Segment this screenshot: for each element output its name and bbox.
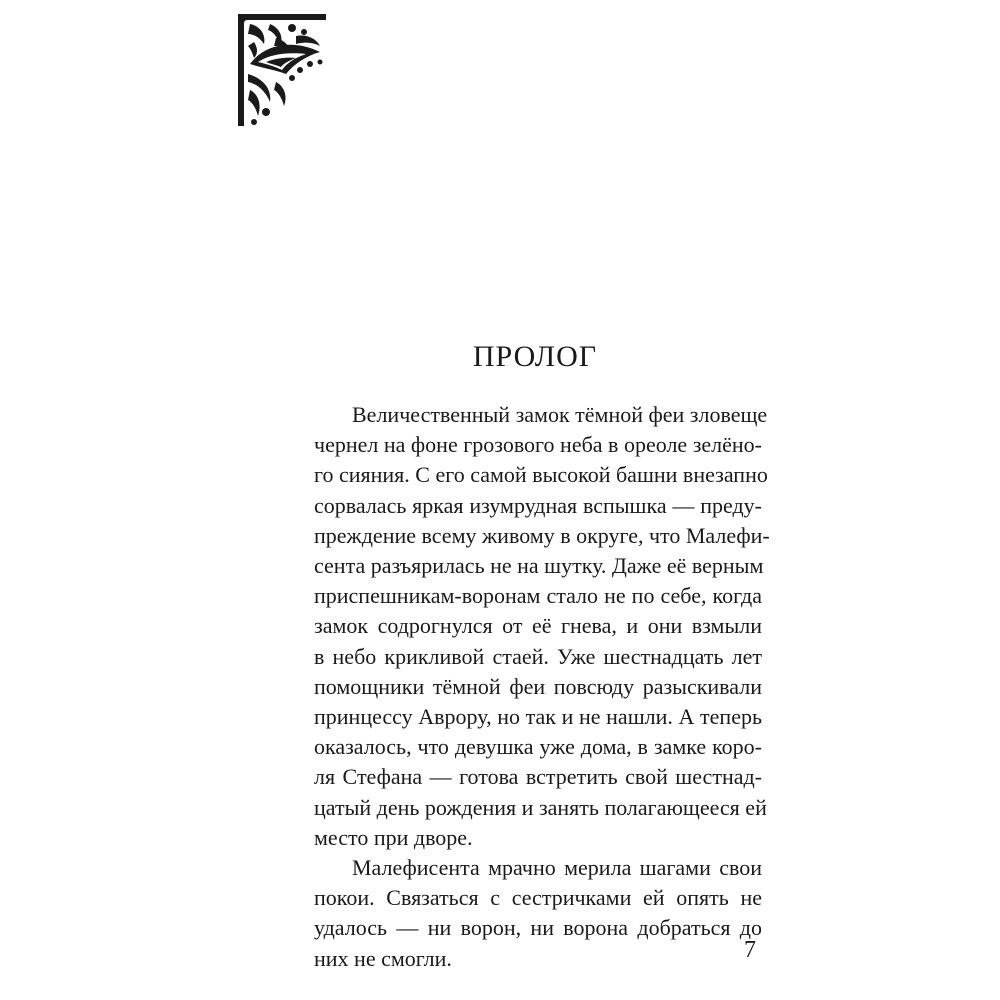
text-line: них не смогли. bbox=[314, 945, 452, 971]
text-line: Малефисента мрачно мерила шагами свои bbox=[352, 855, 762, 881]
text-line: замок содрогнулся от её гнева, и они взмыли bbox=[314, 613, 762, 639]
chapter-title: ПРОЛОГ bbox=[472, 340, 598, 373]
paragraph-1 bbox=[314, 400, 770, 853]
text-line: преждение всему живому в округе, что Малефи- bbox=[314, 522, 770, 548]
page-number: 7 bbox=[744, 937, 756, 963]
text-line: чернел на фоне грозового неба в ореоле зелёно- bbox=[314, 432, 762, 458]
text-line: Величественный замок тёмной феи зловеще bbox=[352, 402, 768, 427]
text-line: удалось — ни ворон, ни ворона добраться до bbox=[314, 915, 762, 941]
text-line: покои. Связаться с сестричками ей опять не bbox=[314, 885, 762, 911]
text-line: цатый день рождения и занять полагающееся ей bbox=[314, 794, 767, 820]
text-line: принцессу Аврору, но так и не нашли. А теперь bbox=[314, 704, 762, 730]
floral-corner-ornament-icon bbox=[236, 12, 328, 128]
chapter-body bbox=[314, 400, 770, 974]
text-line: приспешникам-воронам стало не по себе, когда bbox=[314, 583, 762, 609]
text-line: ля Стефана — готова встретить свой шестнад- bbox=[314, 764, 762, 790]
paragraph-2 bbox=[314, 853, 762, 974]
text-line: помощники тёмной феи повсюду разыскивали bbox=[314, 673, 762, 699]
text-line: место при дворе. bbox=[314, 824, 473, 850]
text-line: оказалось, что девушка уже дома, в замке коро- bbox=[314, 734, 762, 760]
text-line: в небо крикливой стаей. Уже шестнадцать лет bbox=[314, 643, 762, 669]
text-line: го сияния. С его самой высокой башни внезапно bbox=[314, 462, 768, 488]
text-line: сорвалась яркая изумрудная вспышка — преду- bbox=[314, 492, 762, 518]
text-line: сента разъярилась не на шутку. Даже её верным bbox=[314, 553, 764, 579]
